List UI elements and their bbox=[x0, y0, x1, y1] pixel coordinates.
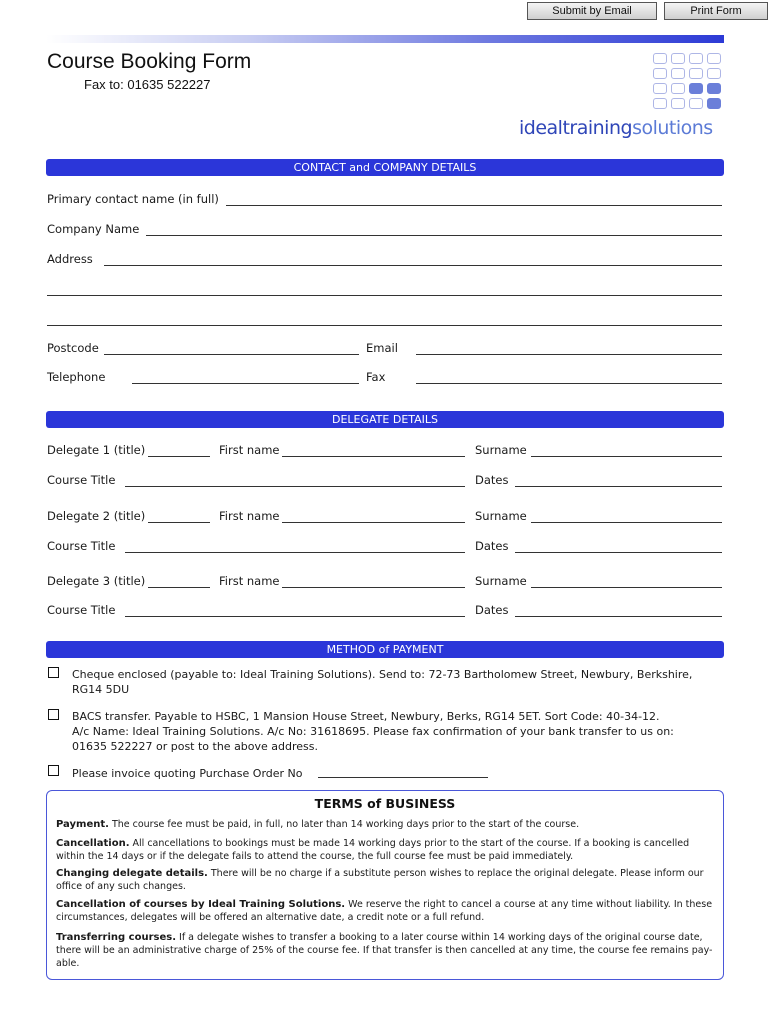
delegate-2-dates-label: Dates bbox=[475, 539, 509, 553]
invoice-checkbox[interactable] bbox=[48, 765, 59, 776]
logo-text-ideal: idealtraining bbox=[519, 117, 633, 139]
delegate-3-dates-label: Dates bbox=[475, 603, 509, 617]
delegate-3-course-label: Course Title bbox=[47, 603, 116, 617]
fax-number: Fax to: 01635 522227 bbox=[84, 77, 211, 92]
delegate-2-surname-label: Surname bbox=[475, 509, 527, 523]
terms-cancellation-its bbox=[56, 898, 716, 924]
purchase-order-field[interactable] bbox=[318, 777, 488, 778]
delegate-1-dates-label: Dates bbox=[475, 473, 509, 487]
delegate-3-surname-field[interactable] bbox=[531, 587, 722, 588]
delegate-2-firstname-label: First name bbox=[219, 509, 280, 523]
address-field-2[interactable] bbox=[47, 295, 722, 296]
terms-transferring-body-1: If a delegate wishes to transfer a booking to a later course within 14 working days of the original course date, bbox=[176, 932, 703, 943]
delegate-1-firstname-label: First name bbox=[219, 443, 280, 457]
bacs-text-3: 01635 522227 or post to the above address. bbox=[72, 740, 319, 753]
terms-transferring-body-2: there will be an administrative charge of 25% of the course fee. If that transfer is then cancelled at any time, the course fee remains pay- bbox=[56, 945, 713, 956]
terms-cancellation-head: Cancellation. bbox=[56, 838, 130, 849]
delegate-1-title-label: Delegate 1 (title) bbox=[47, 443, 146, 457]
delegate-3-surname-label: Surname bbox=[475, 574, 527, 588]
address-field-3[interactable] bbox=[47, 325, 722, 326]
delegate-1-title-field[interactable] bbox=[148, 456, 210, 457]
email-label: Email bbox=[366, 341, 398, 355]
delegate-1-course-label: Course Title bbox=[47, 473, 116, 487]
terms-changing-head: Changing delegate details. bbox=[56, 868, 208, 879]
delegate-2-title-field[interactable] bbox=[148, 522, 210, 523]
terms-cancellation bbox=[56, 837, 716, 863]
terms-changing-body-1: There will be no charge if a substitute person wishes to replace the original delegate. Please inform our bbox=[207, 868, 704, 879]
delegate-3-title-field[interactable] bbox=[148, 587, 210, 588]
address-label: Address bbox=[47, 252, 93, 266]
postcode-field[interactable] bbox=[104, 354, 359, 355]
logo-text-solutions: solutions bbox=[632, 117, 713, 139]
page-title: Course Booking Form bbox=[47, 50, 252, 73]
terms-cancellation-body-2: within the 14 days or if the delegate fails to attend the course, the full course fee must be paid immediately. bbox=[56, 851, 574, 862]
fax-field[interactable] bbox=[416, 383, 722, 384]
bacs-text-2: A/c Name: Ideal Training Solutions. A/c No: 31618695. Please fax confirmation of your bank transfer to us on: bbox=[72, 725, 674, 738]
submit-by-email-button[interactable]: Submit by Email bbox=[527, 2, 657, 20]
delegate-1-surname-label: Surname bbox=[475, 443, 527, 457]
postcode-label: Postcode bbox=[47, 341, 99, 355]
terms-payment bbox=[56, 818, 716, 831]
delegate-3-dates-field[interactable] bbox=[515, 616, 722, 617]
bacs-checkbox[interactable] bbox=[48, 709, 59, 720]
address-field-1[interactable] bbox=[104, 265, 722, 266]
invoice-text: Please invoice quoting Purchase Order No bbox=[72, 767, 303, 780]
terms-cancellation-its-body-2: circumstances, delegates will be offered an alternative date, a credit note or a full refund. bbox=[56, 912, 485, 923]
delegate-1-firstname-field[interactable] bbox=[282, 456, 465, 457]
terms-changing bbox=[56, 867, 716, 893]
primary-contact-label: Primary contact name (in full) bbox=[47, 192, 219, 206]
logo-grid-icon bbox=[653, 53, 723, 111]
payment-section-header: METHOD of PAYMENT bbox=[46, 641, 724, 658]
delegate-2-course-label: Course Title bbox=[47, 539, 116, 553]
delegate-section-header: DELEGATE DETAILS bbox=[46, 411, 724, 428]
delegate-1-dates-field[interactable] bbox=[515, 486, 722, 487]
cheque-text-1: Cheque enclosed (payable to: Ideal Training Solutions). Send to: 72-73 Bartholomew Street, Newbury, Berkshire, bbox=[72, 668, 693, 681]
cheque-text-2: RG14 5DU bbox=[72, 683, 130, 696]
delegate-3-title-label: Delegate 3 (title) bbox=[47, 574, 146, 588]
contact-section-header: CONTACT and COMPANY DETAILS bbox=[46, 159, 724, 176]
delegate-3-course-field[interactable] bbox=[125, 616, 465, 617]
delegate-1-surname-field[interactable] bbox=[531, 456, 722, 457]
delegate-2-surname-field[interactable] bbox=[531, 522, 722, 523]
company-name-field[interactable] bbox=[146, 235, 722, 236]
print-form-button[interactable]: Print Form bbox=[664, 2, 768, 20]
telephone-label: Telephone bbox=[47, 370, 106, 384]
delegate-2-dates-field[interactable] bbox=[515, 552, 722, 553]
terms-cancellation-body-1: All cancellations to bookings must be made 14 working days prior to the start of the course. If a booking is cancelled bbox=[129, 838, 690, 849]
delegate-2-title-label: Delegate 2 (title) bbox=[47, 509, 146, 523]
terms-cancellation-its-head: Cancellation of courses by Ideal Training Solutions. bbox=[56, 899, 346, 910]
delegate-1-course-field[interactable] bbox=[125, 486, 465, 487]
delegate-2-course-field[interactable] bbox=[125, 552, 465, 553]
terms-payment-body: The course fee must be paid, in full, no later than 14 working days prior to the start of the course. bbox=[108, 819, 580, 830]
terms-changing-body-2: office of any such changes. bbox=[56, 881, 186, 892]
delegate-3-firstname-label: First name bbox=[219, 574, 280, 588]
primary-contact-field[interactable] bbox=[226, 205, 722, 206]
cheque-checkbox[interactable] bbox=[48, 667, 59, 678]
telephone-field[interactable] bbox=[132, 383, 359, 384]
terms-payment-head: Payment. bbox=[56, 819, 109, 830]
company-logo bbox=[519, 117, 713, 139]
fax-label: Fax bbox=[366, 370, 386, 384]
terms-transferring-body-3: able. bbox=[56, 958, 80, 969]
bacs-text-1: BACS transfer. Payable to HSBC, 1 Mansion House Street, Newbury, Berks, RG14 5ET. Sort Code: 40-34-12. bbox=[72, 710, 660, 723]
delegate-2-firstname-field[interactable] bbox=[282, 522, 465, 523]
email-field[interactable] bbox=[416, 354, 722, 355]
company-name-label: Company Name bbox=[47, 222, 140, 236]
terms-cancellation-its-body-1: We reserve the right to cancel a course at any time without liability. In these bbox=[345, 899, 713, 910]
header-gradient-bar bbox=[46, 35, 724, 43]
terms-transferring bbox=[56, 931, 716, 970]
terms-transferring-head: Transferring courses. bbox=[56, 932, 176, 943]
delegate-3-firstname-field[interactable] bbox=[282, 587, 465, 588]
terms-title: TERMS of BUSINESS bbox=[314, 796, 456, 811]
